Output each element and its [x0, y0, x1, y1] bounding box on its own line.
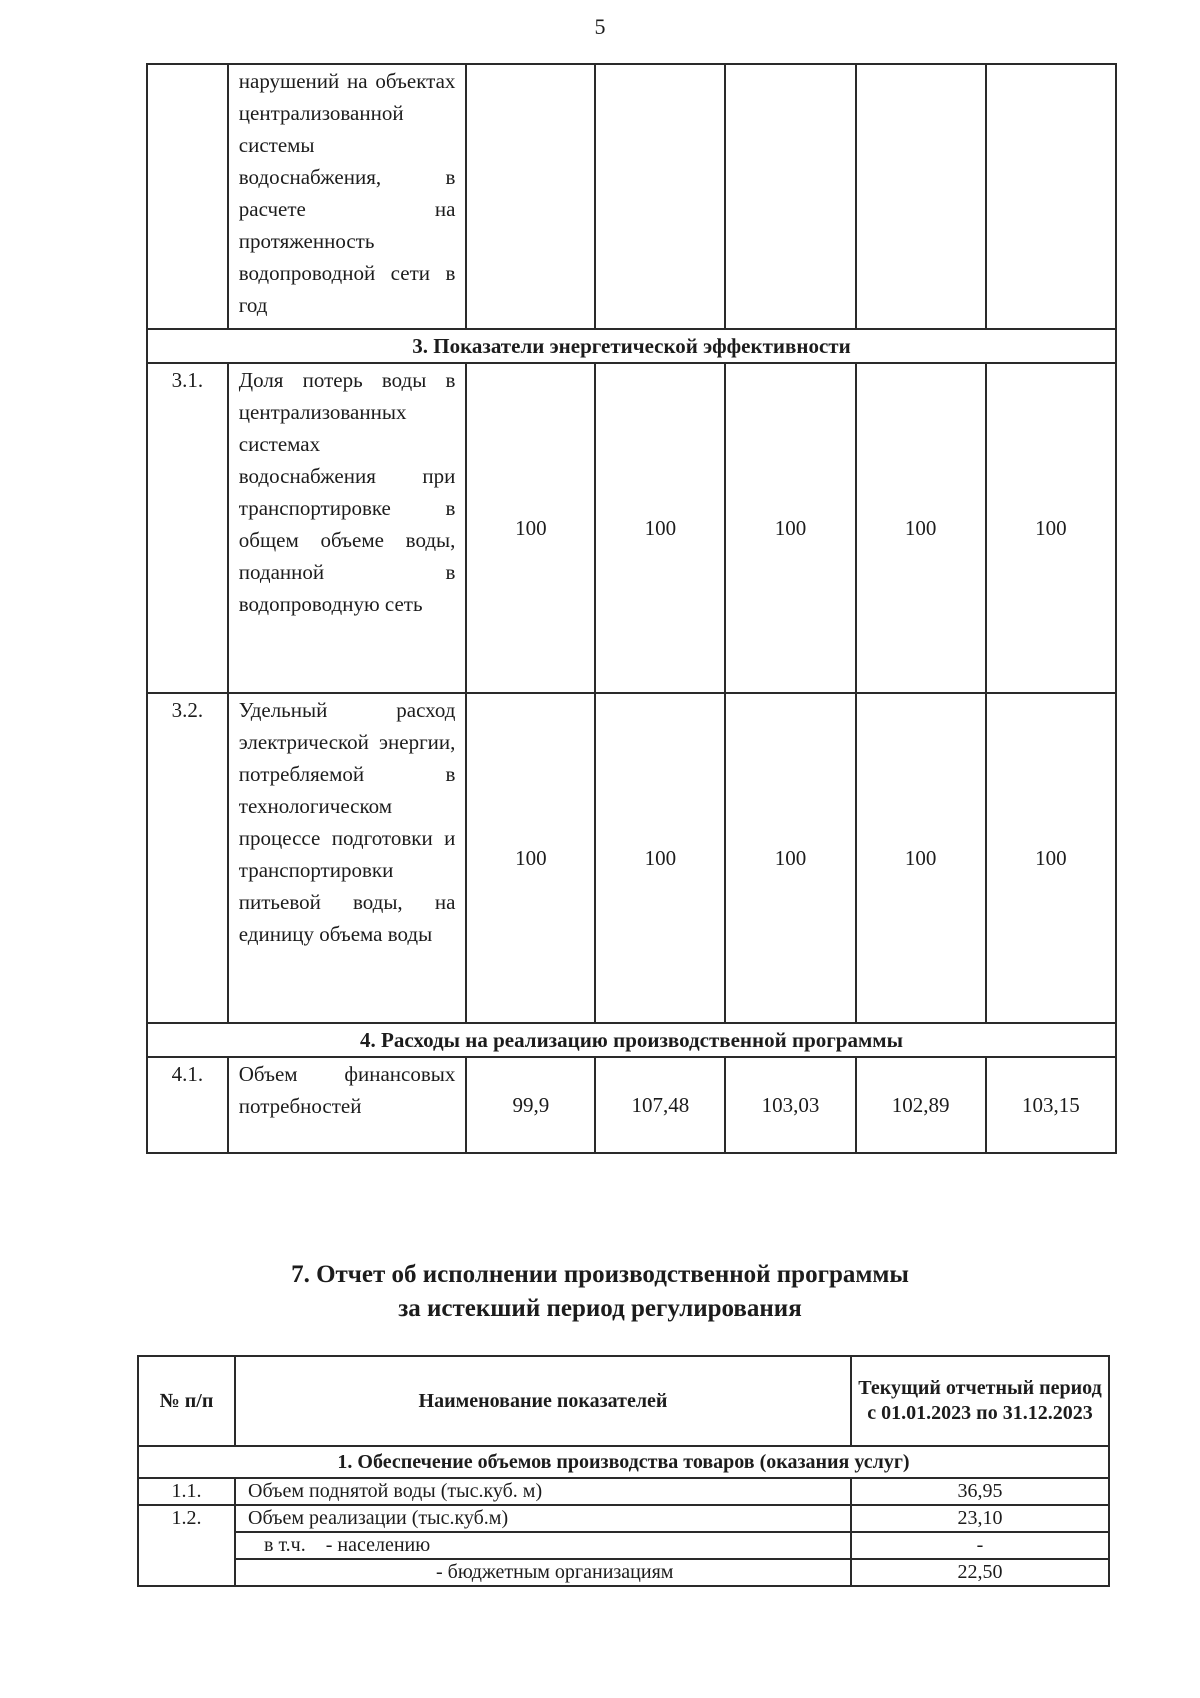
indicators-table — [146, 63, 1117, 1154]
report-title-line-2: за истекший период регулирования — [398, 1295, 802, 1322]
value-cell: 100 — [856, 693, 986, 1023]
section-1-title: 1. Обеспечение объемов производства товаров (оказания услуг) — [138, 1446, 1109, 1478]
table-row — [138, 1559, 1109, 1586]
row-value: 23,10 — [851, 1505, 1109, 1532]
row-description: Объем финансовых потребностей — [228, 1057, 467, 1153]
row-description: нарушений на объектах централизованной системы водоснабжения, в расчете на протяженность водопроводной сети в год — [228, 64, 467, 329]
table-row — [138, 1478, 1109, 1505]
page-number: 5 — [594, 14, 606, 39]
row-value: - — [851, 1532, 1109, 1559]
table-row — [147, 1057, 1116, 1153]
row-number: 1.2. — [138, 1505, 235, 1586]
value-cell — [986, 64, 1116, 329]
table-header-row — [138, 1356, 1109, 1446]
value-cell — [856, 64, 986, 329]
section-header-row — [147, 1023, 1116, 1057]
section-header-row — [147, 329, 1116, 363]
row-number-cell — [147, 64, 228, 329]
row-description: Доля потерь воды в централизованных системах водоснабжения при транспортировке в общем объеме воды, поданной в водопроводную сеть — [228, 363, 467, 693]
value-cell: 103,03 — [725, 1057, 855, 1153]
value-cell: 100 — [986, 363, 1116, 693]
row-name: Объем поднятой воды (тыс.куб. м) — [235, 1478, 851, 1505]
value-cell: 100 — [856, 363, 986, 693]
value-cell: 99,9 — [466, 1057, 595, 1153]
column-header-name: Наименование показателей — [235, 1356, 851, 1446]
section-header-row — [138, 1446, 1109, 1478]
row-number: 4.1. — [147, 1057, 228, 1153]
table-row — [147, 363, 1116, 693]
value-cell: 100 — [466, 363, 595, 693]
value-cell: 107,48 — [595, 1057, 725, 1153]
row-name: - бюджетным организациям — [235, 1559, 851, 1586]
section-4-title: 4. Расходы на реализацию производственной программы — [147, 1023, 1116, 1057]
table-row — [147, 64, 1116, 329]
section-3-title: 3. Показатели энергетической эффективности — [147, 329, 1116, 363]
value-cell — [466, 64, 595, 329]
column-header-period: Текущий отчетный период с 01.01.2023 по 31.12.2023 — [851, 1356, 1109, 1446]
value-cell: 100 — [466, 693, 595, 1023]
row-number: 1.1. — [138, 1478, 235, 1505]
report-table — [137, 1355, 1110, 1587]
row-value: 22,50 — [851, 1559, 1109, 1586]
table-row — [147, 693, 1116, 1023]
value-cell: 102,89 — [856, 1057, 986, 1153]
report-title-line-1: 7. Отчет об исполнении производственной программы — [291, 1261, 909, 1288]
row-number: 3.1. — [147, 363, 228, 693]
table-row — [138, 1505, 1109, 1532]
row-name: в т.ч. - населению — [235, 1532, 851, 1559]
report-title — [0, 1258, 1200, 1326]
column-header-number: № п/п — [138, 1356, 235, 1446]
row-description: Удельный расход электрической энергии, потребляемой в технологическом процессе подготовки и транспортировки питьевой воды, на единицу объема воды — [228, 693, 467, 1023]
value-cell — [725, 64, 855, 329]
row-name: Объем реализации (тыс.куб.м) — [235, 1505, 851, 1532]
table-row — [138, 1532, 1109, 1559]
row-number: 3.2. — [147, 693, 228, 1023]
value-cell: 100 — [595, 363, 725, 693]
value-cell: 103,15 — [986, 1057, 1116, 1153]
value-cell: 100 — [725, 363, 855, 693]
value-cell: 100 — [725, 693, 855, 1023]
row-value: 36,95 — [851, 1478, 1109, 1505]
value-cell: 100 — [986, 693, 1116, 1023]
value-cell: 100 — [595, 693, 725, 1023]
value-cell — [595, 64, 725, 329]
